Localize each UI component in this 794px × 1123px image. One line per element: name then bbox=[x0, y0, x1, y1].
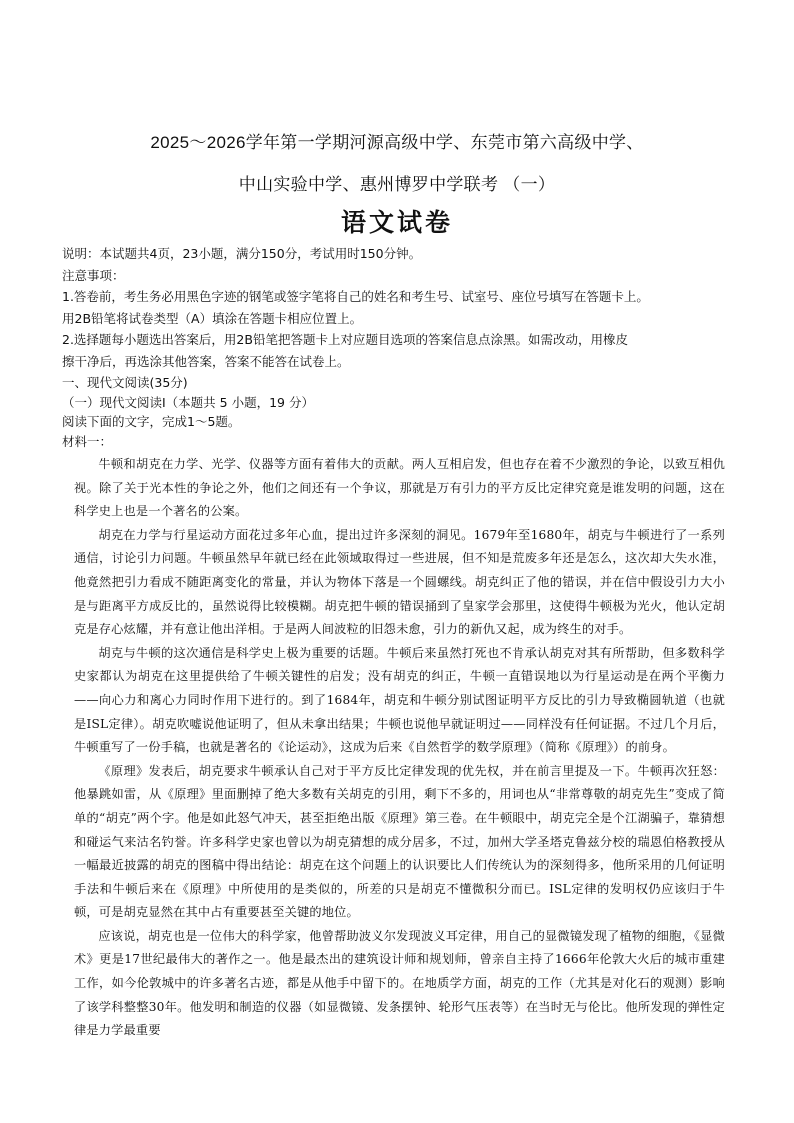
passage-paragraph-3: 胡克与牛顿的这次通信是科学史上极为重要的话题。牛顿后来虽然打死也不肯承认胡克对其有所帮助，但多数科学史家都认为胡克在这里提供给了牛顿关键性的启发；没有胡克的纠正，牛顿一直错误地以为行星运动是在两个平衡力——向心力和离心力同时作用下进行的。到了1684年，胡克和牛顿分别试图证明平方反比的引力导致椭圆轨道（也就是ISL定律）。胡克吹嘘说他证明了，但从未拿出结果；牛顿也说他早就证明过——同样没有任何证据。不过几个月后，牛顿重写了一份手稿，也就是著名的《论运动》，这成为后来《自然哲学的数学原理》（简称《原理》）的前身。 bbox=[74, 645, 725, 755]
section-heading-sub-1: （一）现代文阅读Ⅰ（本题共 5 小题，19 分） bbox=[62, 394, 314, 410]
section-heading-part-1: 一、现代文阅读(35分) bbox=[62, 375, 188, 390]
passage-paragraph-4: 《原理》发表后，胡克要求牛顿承认自己对于平方反比定律发现的优先权，并在前言里提及一下。牛顿再次狂怒：他暴跳如雷，从《原理》里面删掉了绝大多数有关胡克的引用，剩下不多的，用词也从“非常尊敬的胡克先生”变成了简单的“胡克”两个字。他是如此怒气冲天，甚至拒绝出版《原理》第三卷。在牛顿眼中，胡克完全是个江湖骗子，靠猜想和碰运气来沽名钓誉。许多科学史家也曾以为胡克猜想的成分居多，不过，加州大学圣塔克鲁兹分校的瑞恩伯格教授从一幅最近披露的胡克的图稿中得出结论：胡克在这个问题上的认识要比人们传统认为的深刻得多，他所采用的几何证明手法和牛顿后来在《原理》中所使用的是类似的，所差的只是胡克不懂微积分而已。ISL定律的发明权仍应该归于牛顿，可是胡克显然在其中占有重要甚至关键的地位。 bbox=[74, 763, 725, 920]
note-2-line-2: 擦干净后，再选涂其他答案，答案不能答在试卷上。 bbox=[62, 353, 350, 369]
material-label: 材料一： bbox=[62, 433, 113, 449]
instructions-block bbox=[62, 243, 734, 372]
exam-subject-title: 语文试卷 bbox=[340, 208, 453, 237]
passage-paragraph-1: 牛顿和胡克在力学、光学、仪器等方面有着伟大的贡献。两人互相启发，但也存在着不少激烈的争论，以致互相仇视。除了关于光本性的争论之外，他们之间还有一个争议，那就是万有引力的平方反比定律究竟是谁发明的问题，这在科学史上也是一个著名的公案。 bbox=[74, 457, 725, 519]
note-2-line-1: 2.选择题每小题选出答案后，用2B铅笔把答题卡上对应题目选项的答案信息点涂黑。如需改动，用橡皮 bbox=[62, 332, 628, 347]
section-headings bbox=[62, 373, 734, 451]
passage-paragraph-2: 胡克在力学与行星运动方面花过多年心血，提出过许多深刻的洞见。1679年至1680年，胡克与牛顿进行了一系列通信，讨论引力问题。牛顿虽然早年就已经在此领域取得过一些进展，但不知是荒废多年还是怎么，这次却大失水准，他竟然把引力看成不随距离变化的常量，并认为物体下落是一个圆螺线。胡克纠正了他的错误，并在信中假设引力大小是与距离平方成反比的，虽然说得比较模糊。胡克把牛顿的错误捅到了皇家学会那里，这使得牛顿极为光火，他认定胡克是存心炫耀，并有意让他出洋相。于是两人间波粒的旧怨未愈，引力的新仇又起，成为终生的对手。 bbox=[74, 527, 725, 637]
exam-title-line-1: 2025～2026学年第一学期河源高级中学、东莞市第六高级中学、 bbox=[150, 133, 644, 152]
notes-label: 注意事项： bbox=[62, 267, 125, 283]
reading-directive: 阅读下面的文字，完成1～5题。 bbox=[62, 414, 241, 429]
note-1-line-1: 1.答卷前，考生务必用黑色字迹的钢笔或签字笔将自己的姓名和考生号、试室号、座位号填写在答题卡上。 bbox=[62, 289, 649, 304]
exam-title-line-2: 中山实验中学、惠州博罗中学联考 （一） bbox=[238, 175, 556, 194]
reading-passage bbox=[74, 453, 725, 1043]
passage-paragraph-5: 应该说，胡克也是一位伟大的科学家，他曾帮助波义尔发现波义耳定律，用自己的显微镜发现了植物的细胞，《显微术》更是17世纪最伟大的著作之一。他是最杰出的建筑设计师和规划师，曾亲自主持了1666年伦敦大火后的城市重建工作，如今伦敦城中的许多著名古迹，都是从他手中留下的。在地质学方面，胡克的工作（尤其是对化石的观测）影响了该学科整整30年。他发明和制造的仪器（如显微镜、发条摆钟、轮形气压表等）在当时无与伦比。他所发现的弹性定律是力学最重要 bbox=[74, 928, 725, 1038]
note-1-line-2: 用2B铅笔将试卷类型（A）填涂在答题卡相应位置上。 bbox=[62, 310, 363, 326]
exam-description: 说明：本试题共4页，23小题，满分150分，考试用时150分钟。 bbox=[62, 246, 422, 261]
